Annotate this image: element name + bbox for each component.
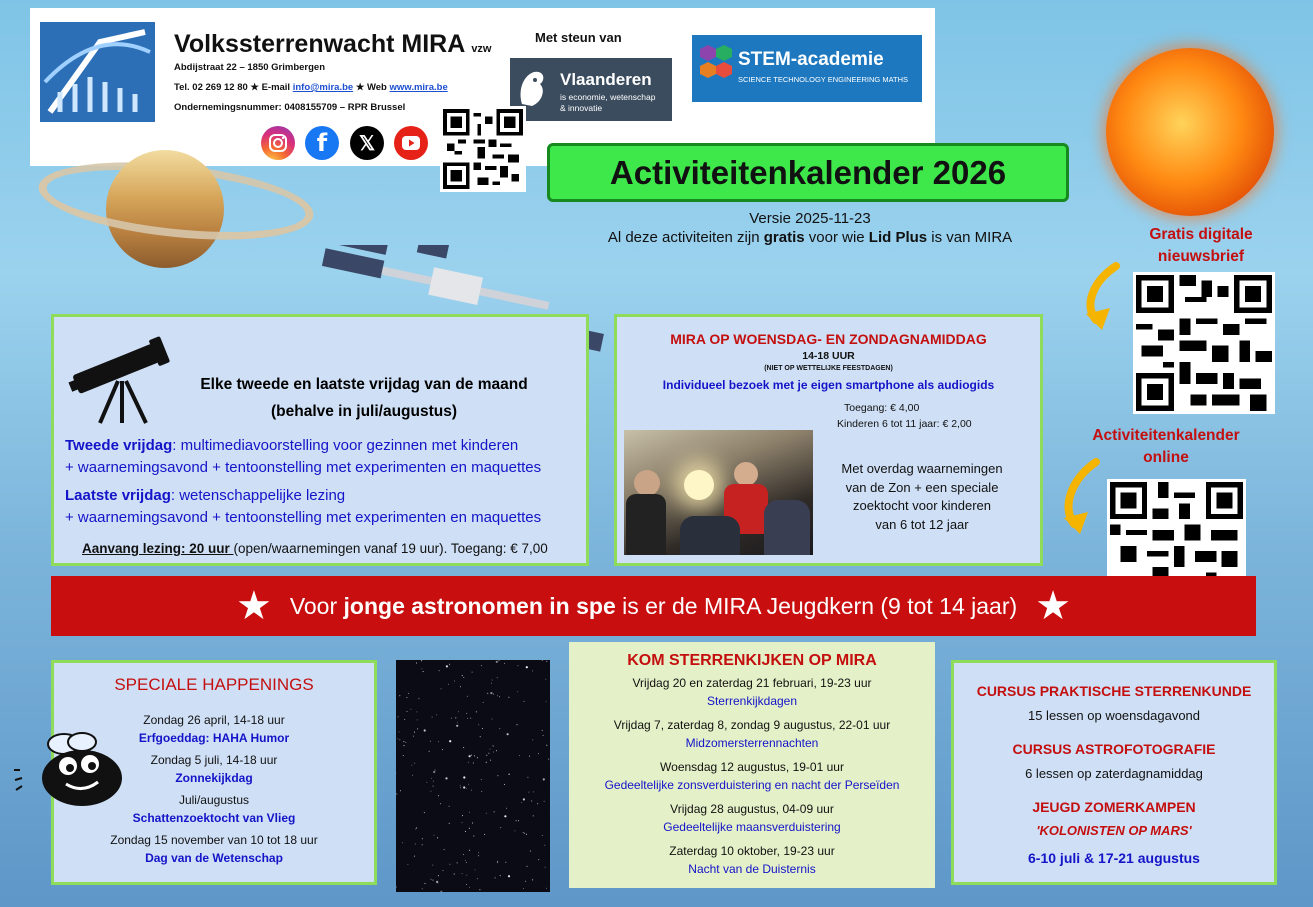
mira-logo — [40, 22, 155, 122]
free-for-members-note: Al deze activiteiten zijn gratis voor wie Lid Plus is van MIRA — [607, 229, 1013, 246]
instagram-icon[interactable] — [261, 126, 295, 160]
stargazing-date: Vrijdag 28 augustus, 04-09 uur — [670, 802, 834, 816]
happening-date: Juli/augustus — [178, 793, 250, 807]
happening-name: Dag van de Wetenschap — [145, 851, 283, 865]
telescope-icon — [66, 331, 176, 427]
arrow-icon — [1052, 458, 1108, 542]
friday-heading: Elke tweede en laatste vrijdag van de maand (behalve in juli/augustus) — [200, 376, 528, 420]
qr-code-newsletter[interactable] — [1133, 272, 1275, 414]
support-label: Met steun van — [535, 30, 622, 45]
children-visit-photo — [624, 430, 813, 555]
tweede-vrijdag-text: Tweede vrijdag: multimediavoorstelling voor gezinnen met kinderen + waarnemingsavond + tentoonstelling met experimenten en maquettes — [65, 437, 542, 476]
stargazing-event: Nacht van de Duisternis — [688, 862, 816, 876]
happening-date: Zondag 15 november van 10 tot 18 uur — [110, 833, 318, 847]
holiday-note: (NIET OP WETTELIJKE FEESTDAGEN) — [764, 365, 893, 372]
x-icon[interactable]: 𝕏 — [350, 126, 384, 160]
stargazing-event: Midzomersterrennachten — [685, 736, 819, 750]
org-contact: Tel. 02 269 12 80 ★ E-mail info@mira.be ★ Web www.mira.be — [174, 82, 448, 93]
star-icon: ★ — [235, 584, 272, 628]
calendar-online-label: Activiteitenkalender online — [1092, 427, 1240, 466]
org-address: Abdijstraat 22 – 1850 Grimbergen — [174, 62, 326, 73]
stargazing-event: Gedeeltelijke maansverduistering — [663, 820, 841, 834]
newsletter-label: Gratis digitale nieuwsbrief — [1149, 226, 1253, 265]
org-company-number: Ondernemingsnummer: 0408155709 – RPR Brussel — [174, 102, 406, 113]
lecture-start-info: Aanvang lezing: 20 uur (open/waarnemingen vanaf 19 uur). Toegang: € 7,00 — [82, 541, 548, 556]
youth-club-text: Voor jonge astronomen in spe is er de MIRA Jeugdkern (9 tot 14 jaar) — [289, 592, 1018, 619]
daytime-observations-text: Met overdag waarnemingen van de Zon + een speciale zoektocht voor kinderen van 6 tot 12 jaar — [841, 461, 1003, 532]
stargazing-event: Gedeeltelijke zonsverduistering en nacht der Perseïden — [604, 778, 900, 792]
stem-academie-logo: STEM-academie SCIENCE TECHNOLOGY ENGINEERING MATHS — [692, 35, 922, 102]
facebook-icon[interactable]: f — [305, 126, 339, 160]
stargazing-panel — [569, 642, 935, 888]
happenings-heading: SPECIALE HAPPENINGS — [114, 675, 314, 694]
wednesday-heading: MIRA OP WOENSDAG- EN ZONDAGNAMIDDAG — [670, 331, 987, 347]
happening-date: Zondag 26 april, 14-18 uur — [143, 713, 285, 727]
summer-camp-dates: 6-10 juli & 17-21 augustus — [1028, 850, 1200, 866]
course-astrophoto-title: CURSUS ASTROFOTOGRAFIE — [1012, 741, 1216, 757]
audioguide-note: Individueel bezoek met je eigen smartphone als audiogids — [662, 378, 995, 392]
course-practical-title: CURSUS PRAKTISCHE STERRENKUNDE — [976, 683, 1252, 699]
summer-camp-theme: 'KOLONISTEN OP MARS' — [1036, 823, 1192, 838]
stargazing-date: Zaterdag 10 oktober, 19-23 uur — [669, 844, 835, 858]
happening-name: Erfgoeddag: HAHA Humor — [138, 731, 290, 745]
stargazing-date: Vrijdag 20 en zaterdag 21 februari, 19-23 uur — [632, 676, 872, 690]
stargazing-date: Vrijdag 7, zaterdag 8, zondag 9 augustus, 22-01 uur — [613, 718, 891, 732]
wednesday-hours: 14-18 UUR — [802, 350, 855, 362]
youtube-icon[interactable] — [394, 126, 428, 160]
courses-panel — [951, 660, 1277, 885]
stargazing-event: Sterrenkijkdagen — [706, 694, 798, 708]
version-info — [560, 209, 1060, 247]
stargazing-heading: KOM STERRENKIJKEN OP MIRA — [627, 652, 877, 669]
price-child: Kinderen 6 tot 11 jaar: € 2,00 — [837, 418, 972, 430]
friday-activities-panel — [51, 314, 589, 566]
laatste-vrijdag-text: Laatste vrijdag: wetenschappelijke lezing + waarnemingsavond + tentoonstelling met experimenten en maquettes — [65, 487, 542, 526]
arrow-icon — [1076, 262, 1132, 338]
web-link[interactable]: www.mira.be — [389, 82, 448, 93]
starfield-image — [396, 660, 550, 892]
price-adult: Toegang: € 4,00 — [844, 402, 920, 414]
star-icon: ★ — [1035, 584, 1072, 628]
stargazing-date: Woensdag 12 augustus, 19-01 uur — [660, 760, 844, 774]
org-name: Volkssterrenwacht MIRA vzw — [174, 30, 492, 58]
happening-name: Zonnekijkdag — [175, 771, 253, 785]
sun-image — [1106, 48, 1274, 216]
youth-club-banner — [51, 576, 1256, 636]
happening-date: Zondag 5 juli, 14-18 uur — [150, 753, 278, 767]
fly-mascot-icon — [12, 732, 130, 810]
email-link[interactable]: info@mira.be — [292, 82, 354, 93]
course-practical-text: 15 lessen op woensdagavond — [1027, 708, 1201, 723]
summer-camp-title: JEUGD ZOMERKAMPEN — [1032, 799, 1196, 815]
version-label: Versie 2025-11-23 — [749, 210, 871, 227]
qr-code-header[interactable] — [440, 106, 526, 192]
happening-name: Schattenzoektocht van Vlieg — [132, 811, 296, 825]
page-title: Activiteitenkalender 2026 — [547, 143, 1069, 202]
course-astrophoto-text: 6 lessen op zaterdagnamiddag — [1025, 766, 1203, 781]
stargazing-list — [569, 674, 935, 878]
vlaanderen-logo: Vlaanderen is economie, wetenschap & innovatie — [510, 58, 672, 121]
